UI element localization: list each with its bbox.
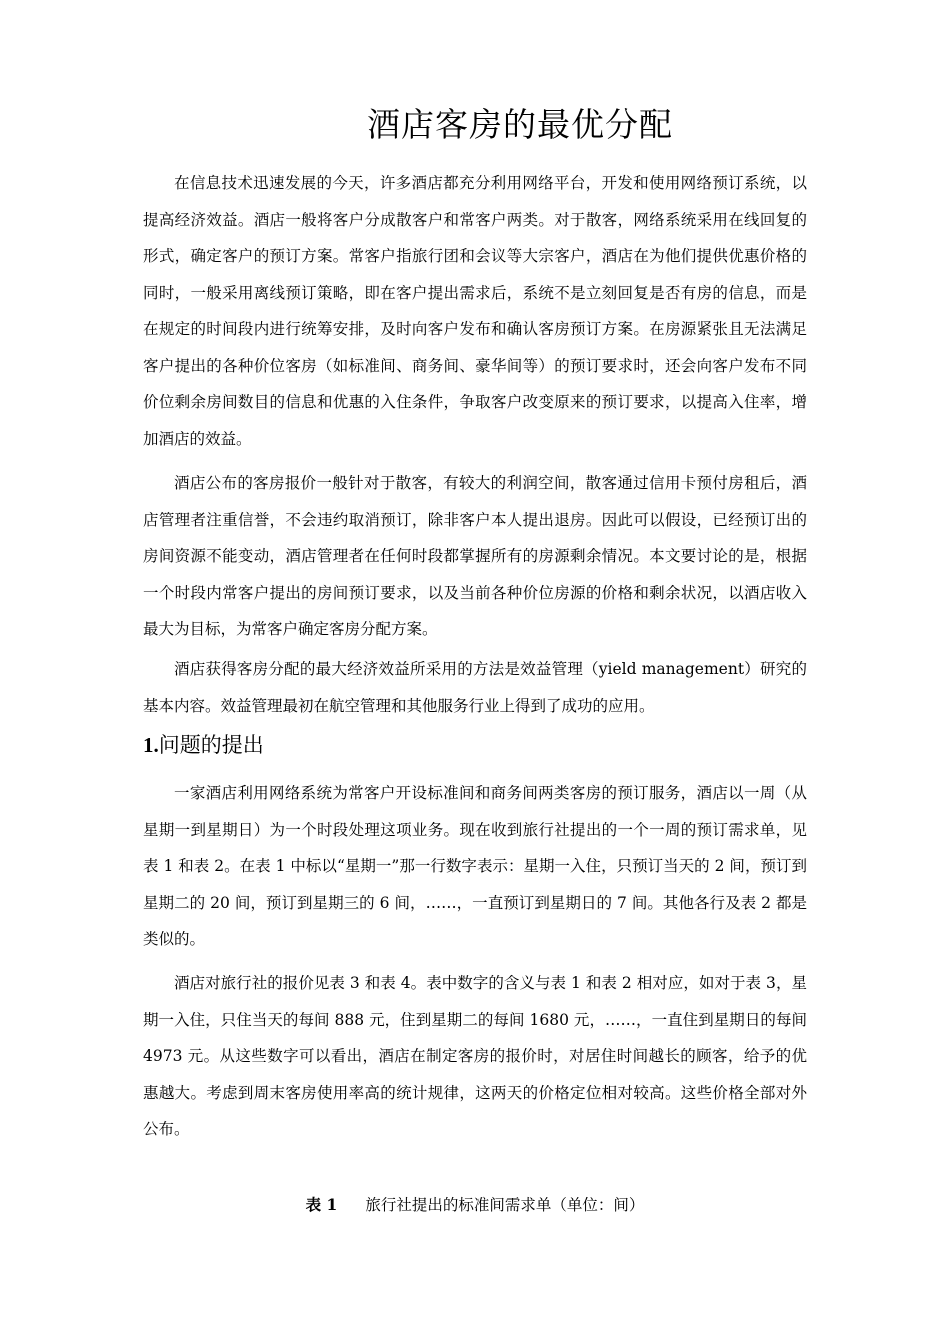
section-paragraph-1: 一家酒店利用网络系统为常客户开设标准间和商务间两类客房的预订服务，酒店以一周（从星期一到星期日）为一个时段处理这项业务。现在收到旅行社提出的一个一周的预订需求单，见表 1 和表 2。在表 1 中标以“星期一”那一行数字表示：星期一入住，只预订当天的 2 间，预订到星期二的 20 间，预订到星期三的 6 间，……，一直预订到星期日的 7 间。其他各行及表 2 都是类似的。 [143, 784, 807, 948]
section-title: 问题的提出 [158, 733, 264, 757]
section-paragraph-2: 酒店对旅行社的报价见表 3 和表 4。表中数字的含义与表 1 和表 2 相对应，如对于表 3，星期一入住，只住当天的每间 888 元，住到星期二的每间 1680 元，……，一直住到星期日的每间 4973 元。从这些数字可以看出，酒店在制定客房的报价时，对居住时间越长的顾客，给予的优惠越大。考虑到周末客房使用率高的统计规律，这两天的价格定位相对较高。这些价格全部对外公布。 [143, 974, 807, 1138]
table-caption [0, 1190, 950, 1220]
intro-paragraph-3: 酒店获得客房分配的最大经济效益所采用的方法是效益管理（yield management）研究的基本内容。效益管理最初在航空管理和其他服务行业上得到了成功的应用。 [143, 660, 807, 715]
intro-paragraph-1: 在信息技术迅速发展的今天，许多酒店都充分利用网络平台，开发和使用网络预订系统，以提高经济效益。酒店一般将客户分成散客户和常客户两类。对于散客，网络系统采用在线回复的形式，确定客户的预订方案。常客户指旅行团和会议等大宗客户，酒店在为他们提供优惠价格的同时，一般采用离线预订策略，即在客户提出需求后，系统不是立刻回复是否有房的信息，而是在规定的时间段内进行统筹安排，及时向客户发布和确认客房预订方案。在房源紧张且无法满足客户提出的各种价位客房（如标准间、商务间、豪华间等）的预订要求时，还会向客户发布不同价位剩余房间数目的信息和优惠的入住条件，争取客户改变原来的预订要求，以提高入住率，增加酒店的效益。 [143, 174, 807, 448]
section-heading [143, 727, 264, 763]
table-caption-label: 表 1 [305, 1195, 338, 1214]
document-title: 酒店客房的最优分配 [367, 105, 673, 144]
table-caption-text: 旅行社提出的标准间需求单（单位：间） [365, 1196, 645, 1214]
intro-paragraph-2: 酒店公布的客房报价一般针对于散客，有较大的利润空间，散客通过信用卡预付房租后，酒店管理者注重信誉，不会违约取消预订，除非客户本人提出退房。因此可以假设，已经预订出的房间资源不能变动，酒店管理者在任何时段都掌握所有的房源剩余情况。本文要讨论的是，根据一个时段内常客户提出的房间预订要求，以及当前各种价位房源的价格和剩余状况，以酒店收入最大为目标，为常客户确定客房分配方案。 [143, 474, 807, 638]
section-number: 1. [143, 733, 159, 757]
